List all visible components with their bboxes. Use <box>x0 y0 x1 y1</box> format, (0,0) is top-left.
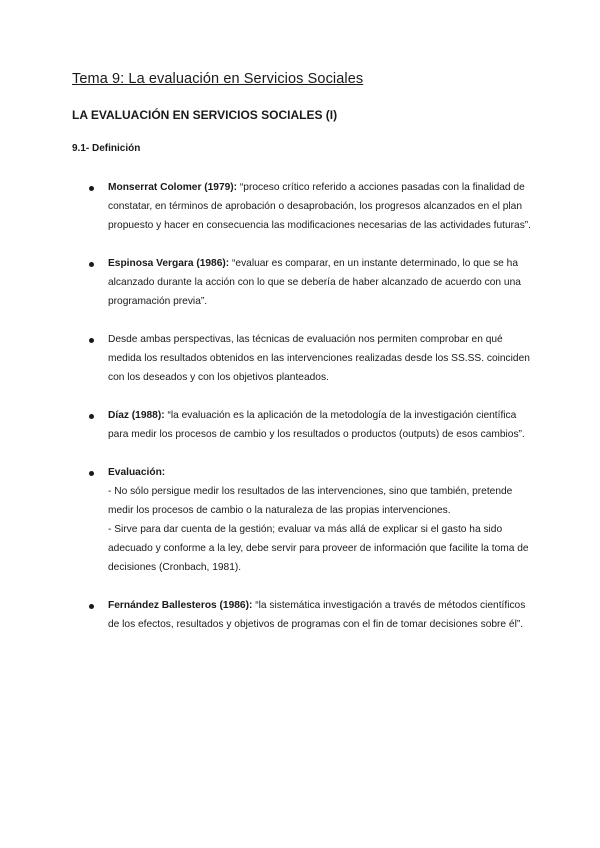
list-item <box>72 178 532 235</box>
definition-text: “la sistemática investigación a través de métodos científicos de los efectos, resultados y objetivos de programas con el fin de tomar decisiones sobre él”. <box>108 600 526 630</box>
evaluation-point: - Sirve para dar cuenta de la gestión; evaluar va más allá de explicar si el gasto ha sido adecuado y conforme a la ley, debe servir para proveer de información que facilite la toma de decisiones (Cronbach, 1981). <box>108 524 529 573</box>
document-title: Tema 9: La evaluación en Servicios Sociales <box>72 71 364 87</box>
author-citation: Monserrat Colomer (1979): <box>108 182 238 193</box>
definition-text: “la evaluación es la aplicación de la metodología de la investigación científica para medir los procesos de cambio y los resultados o productos (outputs) de esos cambios”. <box>108 410 525 440</box>
bullet-icon <box>89 262 94 267</box>
bullet-icon <box>89 414 94 419</box>
list-item <box>72 596 532 634</box>
author-citation: Fernández Ballesteros (1986): <box>108 600 253 611</box>
bullet-icon <box>89 471 94 476</box>
bullet-icon <box>89 186 94 191</box>
list-item <box>72 254 532 311</box>
definition-text: “evaluar es comparar, en un instante determinado, lo que se ha alcanzado durante la acción con lo que se debería de haber alcanzado de acuerdo con una programación previa”. <box>108 258 521 307</box>
term-heading: Evaluación: <box>108 467 166 478</box>
section-heading: LA EVALUACIÓN EN SERVICIOS SOCIALES (I) <box>72 108 338 122</box>
list-item <box>72 330 532 387</box>
definition-text: “proceso crítico referido a acciones pasadas con la finalidad de constatar, en términos de aprobación o desaprobación, los progresos alcanzados en el plan propuesto y hacer en consecuencia las modificaciones necesarias de las actividades futuras”. <box>108 182 532 231</box>
author-citation: Espinosa Vergara (1986): <box>108 258 230 269</box>
definition-list <box>72 178 532 653</box>
evaluation-point: - No sólo persigue medir los resultados de las intervenciones, sino que también, pretende medir los procesos de cambio o la naturaleza de las propias intervenciones. <box>108 486 513 516</box>
bullet-icon <box>89 604 94 609</box>
subsection-heading: 9.1- Definición <box>72 143 141 154</box>
list-item <box>72 406 532 444</box>
list-item <box>72 463 532 577</box>
bullet-icon <box>89 338 94 343</box>
paragraph-text: Desde ambas perspectivas, las técnicas de evaluación nos permiten comprobar en qué medida los resultados obtenidos en las intervenciones realizadas desde los SS.SS. coinciden con los deseados y con los objetivos planteados. <box>108 334 530 383</box>
author-citation: Díaz (1988): <box>108 410 165 421</box>
